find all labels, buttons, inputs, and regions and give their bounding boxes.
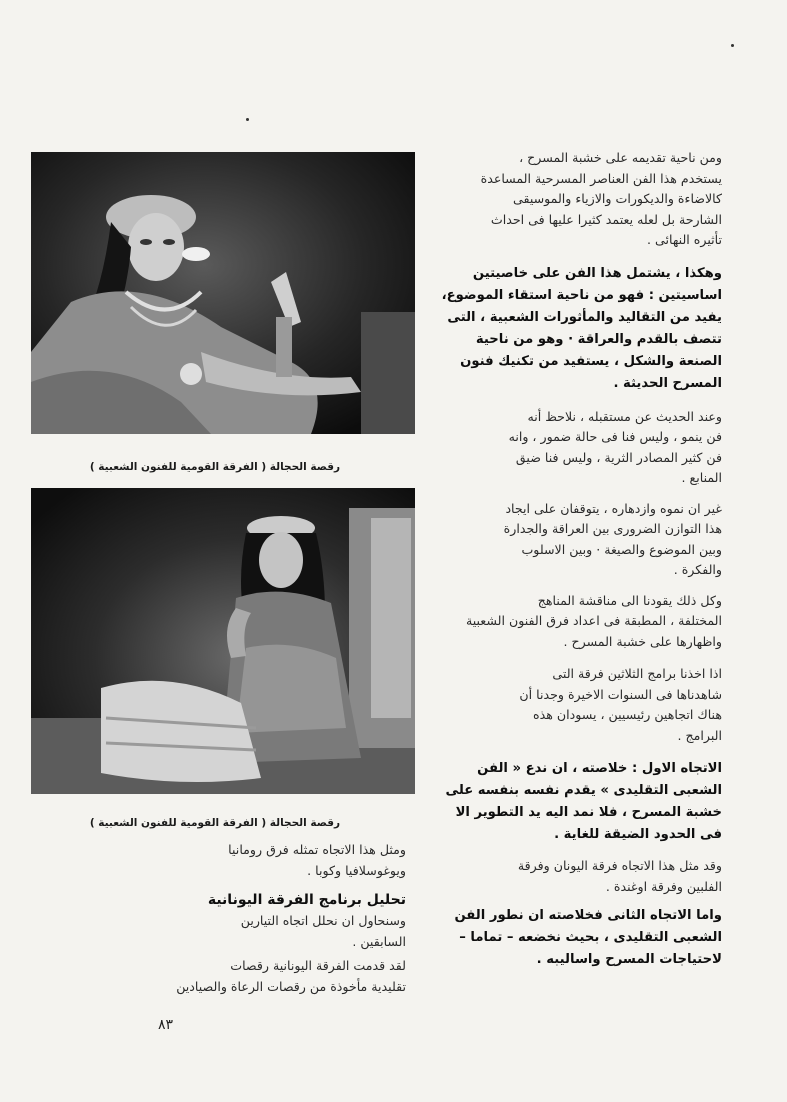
text-line: المنابع . (681, 470, 722, 485)
text-line: تقليدية مأخوذة من رقصات الرعاة والصيادين (176, 978, 406, 994)
text-line: السابقين . (352, 933, 406, 949)
text-line: الاتجاه الاول : خلاصته ، ان ندع « الفن (477, 761, 722, 776)
bold-paragraph (440, 263, 722, 395)
text-line: فن كثير المصادر الثرية ، وليس فنا ضيق (515, 449, 722, 465)
text-line: ويوغوسلافيا وكوبا . (307, 862, 406, 878)
dancer-photo-1 (31, 152, 415, 434)
text-line: تتصف بالقدم والعراقة · وهو من ناحية (475, 331, 722, 347)
photo-1-caption: رقصة الحجالة ( الفرقة القومية للفنون الشعبية ) (89, 461, 340, 473)
text-line: المختلفة ، المطبقة فى اعداد فرق الفنون الشعبية (465, 613, 722, 628)
left-column-text (148, 840, 406, 997)
text-line: وكل ذلك يقودنا الى مناقشة المناهج (537, 592, 722, 608)
paragraph (148, 911, 406, 952)
text-line: لقد قدمت الفرقة اليونانية رقصات (230, 958, 406, 973)
text-line: ومن ناحية تقديمه على خشبة المسرح ، (519, 150, 722, 165)
text-line: هناك اتجاهين رئيسيين ، يسودان هذه (533, 707, 722, 722)
right-column-text (440, 148, 722, 971)
paragraph (148, 956, 406, 997)
text-line: الشعبى التقليدى » يقدم نفسه بنفسه على (445, 783, 722, 798)
text-line: الفلبين وفرقة اوغندة . (605, 878, 722, 894)
text-line: واظهارها على خشبة المسرح . (563, 633, 722, 649)
page-number: ٨٣ (158, 1017, 174, 1033)
paragraph (440, 148, 722, 251)
text-line: وسنحاول ان نحلل اتجاه التيارين (240, 913, 406, 928)
text-line: شاهدناها فى السنوات الاخيرة وجدنا أن (519, 686, 722, 702)
text-line: تأثيره النهائى . (647, 232, 722, 247)
bold-paragraph (440, 758, 722, 846)
text-line: ومثل هذا الاتجاه تمثله فرق رومانيا (228, 842, 406, 857)
text-line: وعند الحديث عن مستقبله ، نلاحظ أنه (527, 408, 722, 424)
photo-2-caption: رقصة الحجالة ( الفرقة القومية للفنون الشعبية ) (89, 817, 340, 829)
bold-paragraph (440, 905, 722, 971)
text-line: لاحتياجات المسرح واساليبه . (536, 952, 722, 967)
paragraph (148, 840, 406, 881)
text-line: وهكذا ، يشتمل هذا الفن على خاصيتين (472, 265, 722, 281)
paragraph (440, 664, 722, 746)
text-line: فن ينمو ، وليس فنا فى حالة ضمور ، وانه (508, 429, 722, 444)
paragraph (440, 407, 722, 489)
text-line: الصنعة والشكل ، يستفيد من تكنيك فنون (460, 353, 722, 369)
text-line: اذا اخذنا برامج الثلاثين فرقة التى (552, 666, 722, 681)
text-line: وبين الموضوع والصيغة · وبين الاسلوب (521, 541, 722, 557)
text-line: كالاضاءة والديكورات والازياء والموسيقى (512, 191, 722, 206)
text-line: خشبة المسرح ، فلا نمد اليه يد التطوير الا (455, 805, 722, 820)
text-line: الشعبى التقليدى ، بحيث نخضعه – تماما – (459, 930, 722, 945)
text-line: المسرح الحديثة . (613, 375, 722, 391)
print-speck (246, 118, 249, 121)
text-line: والفكرة . (673, 562, 722, 577)
text-line: وقد مثل هذا الاتجاه فرقة اليونان وفرقة (517, 858, 722, 873)
text-line: غير ان نموه وازدهاره ، يتوقفان على ايجاد (505, 500, 722, 516)
text-line: هذا التوازن الضرورى بين العراقة والجدارة (503, 521, 722, 536)
paragraph (440, 856, 722, 897)
dancer-photo-2 (31, 488, 415, 794)
text-line: فى الحدود الضيقة للغاية . (554, 827, 722, 842)
text-line: يفيد من التقاليد والمأثورات الشعبية ، التى (447, 309, 722, 325)
text-line: اساسيتين : فهو من ناحية استقاء الموضوع، (441, 287, 722, 303)
text-line: البرامج . (677, 727, 722, 743)
print-speck (731, 44, 734, 47)
section-heading: تحليل برنامج الفرقة اليونانية (207, 892, 406, 908)
text-line: يستخدم هذا الفن العناصر المسرحية المساعدة (480, 170, 722, 186)
text-line: واما الاتجاه الثانى فخلاصته ان نطور الفن (454, 908, 722, 923)
paragraph (440, 591, 722, 653)
paragraph (440, 499, 722, 581)
text-line: الشارحة بل لعله يعتمد كثيرا عليها فى احداث (490, 211, 722, 227)
